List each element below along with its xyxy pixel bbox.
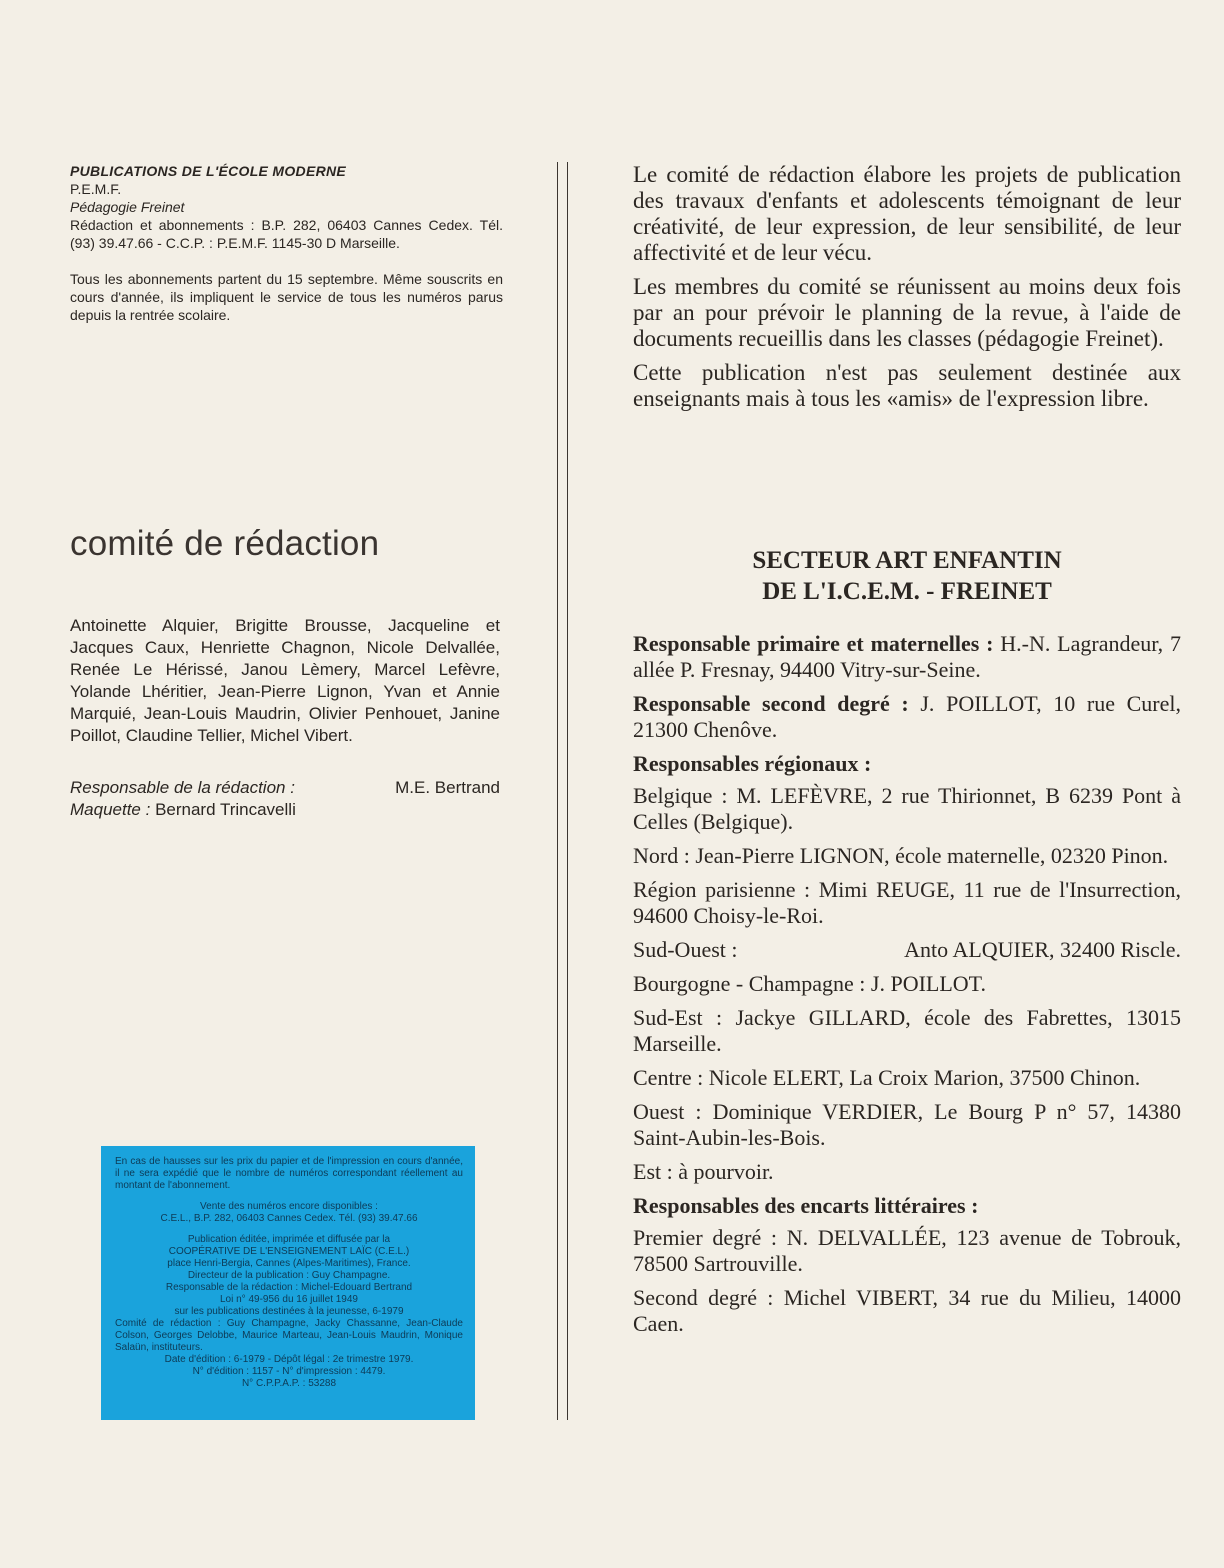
legal-notice-box [101,1146,475,1420]
region-label: Est : [633,1159,673,1184]
encart-value: N. DELVALLÉE, 123 avenue de Tobrouk, 78500 Sartrouville. [633,1225,1182,1276]
publisher-line-1: Publication éditée, imprimée et diffusée par la [187,1234,391,1245]
role-maquette-label: Maquette : [70,800,151,819]
region-label: Nord : [633,843,690,868]
law-scope-line: sur les publications destinées à la jeunesse, 6-1979 [174,1306,404,1317]
region-item [633,937,1181,963]
region-label: Région parisienne : [633,877,811,902]
encarts-heading: Responsables des encarts littéraires : [633,1193,979,1218]
region-item [633,843,1181,869]
region-value: Dominique VERDIER, Le Bourg P n° 57, 14380 Saint-Aubin-les-Bois. [633,1099,1181,1150]
contact-primaire [633,631,1181,683]
director-line: Directeur de la publication : Guy Champagne. [187,1270,391,1281]
secteur-heading [633,545,1181,607]
region-item [633,1159,1181,1185]
region-value: M. LEFÈVRE, 2 rue Thirionnet, B 6239 Pont à Celles (Belgique). [633,783,1181,834]
region-value: Nicole ELERT, La Croix Marion, 37500 Chinon. [708,1065,1141,1090]
comite-members: Antoinette Alquier, Brigitte Brousse, Jacqueline et Jacques Caux, Henriette Chagnon, Nicole Delvallée, Renée Le Hérissé, Janou Lèmery, Marcel Lefèvre, Yolande Lhéritier, Jean-Pierre Lignon, Yvan et Annie Marquié, Jean-Louis Maudrin, Olivier Penhouet, Janine Poillot, Claudine Tellier, Michel Vibert. [70,616,500,745]
cppap-line: N° C.P.P.A.P. : 53288 [241,1378,337,1389]
region-item [633,971,1181,997]
region-value: Jackye GILLARD, école des Fabrettes, 13015 Marseille. [633,1005,1181,1056]
contact-primaire-label: Responsable primaire et maternelles : [633,631,994,656]
region-label: Sud-Ouest : [633,937,738,962]
contacts-list [633,631,1181,1345]
encart-value: Michel VIBERT, 34 rue du Milieu, 14000 Caen. [633,1285,1182,1336]
publication-info [70,162,503,324]
price-notice: En cas de hausses sur les prix du papier et de l'impression en cours d'année, il ne sera expédié que le nombre de numéros correspondant réellement au montant de l'abonnement. [115,1156,463,1191]
contact-second-value: J. POILLOT, 10 rue Curel, 21300 Chenôve. [633,691,1182,742]
pemf-label: P.E.M.F. [70,181,122,197]
secteur-heading-line-1: SECTEUR ART ENFANTIN [752,547,1062,574]
region-value: Mimi REUGE, 11 rue de l'Insurrection, 94600 Choisy-le-Roi. [633,877,1181,928]
region-item [633,877,1181,929]
regionaux-heading: Responsables régionaux : [633,751,872,776]
sale-notice-title: Vente des numéros encore disponibles : [200,1201,378,1212]
role-maquette-value: Bernard Trincavelli [155,800,296,819]
column-divider-right [567,162,568,1420]
intro-paragraph-1: Le comité de rédaction élabore les projets de publication des travaux d'enfants et adolescents témoignant de leur créativité, de leur expression, de leur sensibilité, de leur affectivité et de leur vécu. [633,162,1181,265]
region-value: Jean-Pierre LIGNON, école maternelle, 02320 Pinon. [695,843,1169,868]
encart-item [633,1225,1181,1277]
intro-paragraph-3: Cette publication n'est pas seulement destinée aux enseignants mais à tous les «amis» de l'expression libre. [633,360,1181,411]
region-label: Sud-Est : [633,1005,723,1030]
encart-label: Second degré : [633,1285,774,1310]
region-label: Bourgogne - Champagne : [633,971,866,996]
region-label: Ouest : [633,1099,702,1124]
role-maquette [70,799,500,821]
region-item [633,1099,1181,1151]
box-comite-line: Comité de rédaction : Guy Champagne, Jacky Chassanne, Jean-Claude Colson, Georges Delobbe, Maurice Marteau, Jean-Louis Maudrin, Monique Salaün, instituteurs. [115,1318,463,1353]
comite-heading: comité de rédaction [70,524,380,563]
intro-text [633,162,1181,420]
region-value: J. POILLOT. [870,971,986,996]
region-label: Centre : [633,1065,704,1090]
region-value: Anto ALQUIER, 32400 Riscle. [904,937,1181,962]
sale-notice-address: C.E.L., B.P. 282, 06403 Cannes Cedex. Tél. (93) 39.47.66 [160,1213,418,1224]
publisher-line-3: place Henri-Bergia, Cannes (Alpes-Maritimes), France. [167,1258,411,1269]
secteur-heading-line-2: DE L'I.C.E.M. - FREINET [762,578,1052,605]
region-item [633,1005,1181,1057]
edition-date-line: Date d'édition : 6-1979 - Dépôt légal : 2e trimestre 1979. [164,1354,414,1365]
editorial-roles [70,777,500,821]
pedagogie-label: Pédagogie Freinet [70,199,185,215]
contact-second-label: Responsable second degré : [633,691,909,716]
role-redaction [70,777,500,799]
region-label: Belgique : [633,783,728,808]
region-item [633,1065,1181,1091]
encart-label: Premier degré : [633,1225,778,1250]
region-value: à pourvoir. [678,1159,774,1184]
editor-line: Responsable de la rédaction : Michel-Edouard Bertrand [165,1282,413,1293]
edition-number-line: N° d'édition : 1157 - N° d'impression : 4479. [192,1366,386,1377]
encart-item [633,1285,1181,1337]
contact-primaire-value: H.-N. Lagrandeur, 7 allée P. Fresnay, 94400 Vitry-sur-Seine. [633,631,1181,682]
contact-second [633,691,1181,743]
column-divider-left [557,162,558,1420]
abonnements-text: Tous les abonnements partent du 15 septembre. Même souscrits en cours d'année, ils impliquent le service de tous les numéros parus depuis la rentrée scolaire. [70,271,503,323]
role-redaction-label: Responsable de la rédaction : [70,778,295,797]
law-line: Loi n° 49-956 du 16 juillet 1949 [220,1294,358,1305]
intro-paragraph-2: Les membres du comité se réunissent au moins deux fois par an pour prévoir le planning de la revue, à l'aide de documents recueillis dans les classes (pédagogie Freinet). [633,274,1181,351]
publisher-line-2: COOPÉRATIVE DE L'ENSEIGNEMENT LAÏC (C.E.L.) [168,1246,410,1257]
publication-title: PUBLICATIONS DE L'ÉCOLE MODERNE [70,163,347,179]
address-text: Rédaction et abonnements : B.P. 282, 06403 Cannes Cedex. Tél. (93) 39.47.66 - C.C.P. : P.E.M.F. 1145-30 D Marseille. [70,217,503,251]
role-redaction-value: M.E. Bertrand [395,778,500,797]
region-item [633,783,1181,835]
